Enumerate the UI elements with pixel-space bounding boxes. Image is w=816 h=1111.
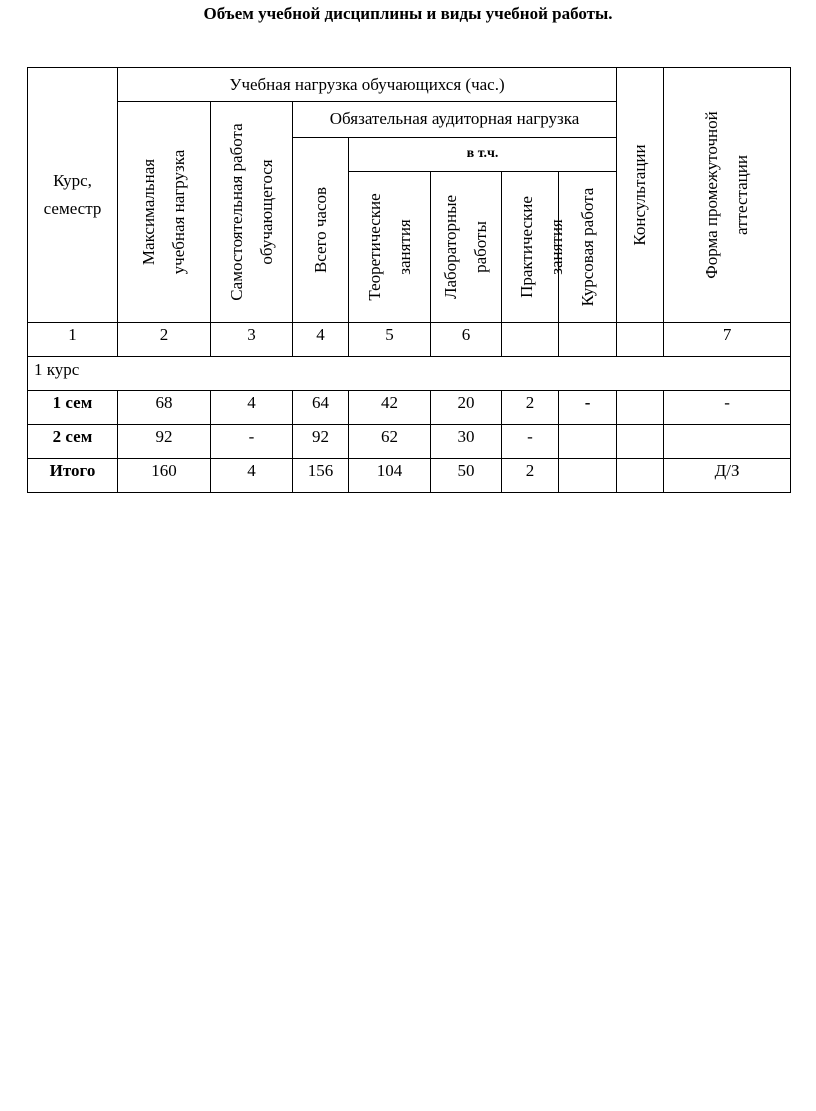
colnum [559, 323, 617, 357]
row-label: 2 сем [28, 425, 118, 459]
workload-table [27, 67, 791, 493]
header-line: Теоретические [364, 193, 384, 301]
cell-total: 156 [293, 459, 349, 493]
cell-lab: 30 [431, 425, 502, 459]
cell-theory: 62 [349, 425, 431, 459]
cell-self: 4 [211, 391, 293, 425]
coursework-label: Курсовая работа [577, 187, 597, 307]
cell-max: 92 [118, 425, 211, 459]
study-load-header: Учебная нагрузка обучающихся (час.) [118, 68, 617, 102]
header-line: занятия [547, 219, 566, 275]
page-title: Объем учебной дисциплины и виды учебной работы. [203, 4, 613, 23]
header-line: Самостоятельная работа [226, 122, 246, 301]
cell-course [559, 425, 617, 459]
colnum: 4 [293, 323, 349, 357]
table-row [28, 459, 791, 493]
lab-label [436, 195, 496, 299]
course-label: 1 курс [28, 357, 791, 391]
colnum [617, 323, 664, 357]
cell-course: - [559, 391, 617, 425]
cell-consult [617, 459, 664, 493]
cell-theory: 104 [349, 459, 431, 493]
row-label: Итого [28, 459, 118, 493]
cell-self: - [211, 425, 293, 459]
consultations-label: Консультации [630, 144, 650, 246]
self-work-header [211, 102, 293, 323]
header-line: работы [471, 221, 490, 273]
colnum: 6 [431, 323, 502, 357]
cell-form [664, 425, 791, 459]
coursework-header [559, 172, 617, 323]
max-load-header [118, 102, 211, 323]
attestation-header [664, 68, 791, 323]
header-line: занятия [394, 219, 414, 275]
header-line: обучающегося [256, 158, 276, 265]
header-line: Практические [517, 196, 536, 298]
cell-max: 160 [118, 459, 211, 493]
cell-practice: - [502, 425, 559, 459]
practice-header [502, 172, 566, 323]
colnum [502, 323, 559, 357]
colnum: 2 [118, 323, 211, 357]
self-work-label [222, 123, 282, 300]
consultations-header [617, 68, 664, 323]
cell-lab: 20 [431, 391, 502, 425]
cell-form: Д/З [664, 459, 791, 493]
row-label: 1 сем [28, 391, 118, 425]
cell-lab: 50 [431, 459, 502, 493]
colnum: 7 [664, 323, 791, 357]
cell-max: 68 [118, 391, 211, 425]
header-line: Лабораторные [441, 194, 460, 300]
colnum: 5 [349, 323, 431, 357]
attestation-label [697, 111, 757, 278]
cell-self: 4 [211, 459, 293, 493]
table-row [28, 425, 791, 459]
cell-consult [617, 391, 664, 425]
mandatory-load-header: Обязательная аудиторная нагрузка [293, 102, 617, 138]
cell-practice: 2 [502, 459, 559, 493]
column-numbers-row [28, 323, 791, 357]
header-line: семестр [43, 199, 102, 218]
cell-total: 64 [293, 391, 349, 425]
cell-consult [617, 425, 664, 459]
header-line: Форма промежуточной [702, 111, 722, 279]
cell-total: 92 [293, 425, 349, 459]
header-line: Максимальная [139, 158, 158, 265]
theory-label [360, 193, 420, 300]
course-semester-header [28, 68, 118, 323]
cell-course [559, 459, 617, 493]
colnum: 1 [28, 323, 118, 357]
total-hours-header [293, 137, 349, 323]
header-line: аттестации [732, 155, 752, 235]
lab-header [431, 172, 502, 323]
header-line: Курс, [53, 171, 92, 190]
max-load-label [134, 149, 194, 274]
cell-form: - [664, 391, 791, 425]
cell-theory: 42 [349, 391, 431, 425]
table-row [28, 391, 791, 425]
cell-practice: 2 [502, 391, 559, 425]
theory-header [349, 172, 431, 323]
course-row [28, 357, 791, 391]
header-line: учебная нагрузка [169, 149, 188, 274]
including-header: в т.ч. [349, 137, 617, 172]
total-hours-label: Всего часов [310, 186, 330, 273]
colnum: 3 [211, 323, 293, 357]
